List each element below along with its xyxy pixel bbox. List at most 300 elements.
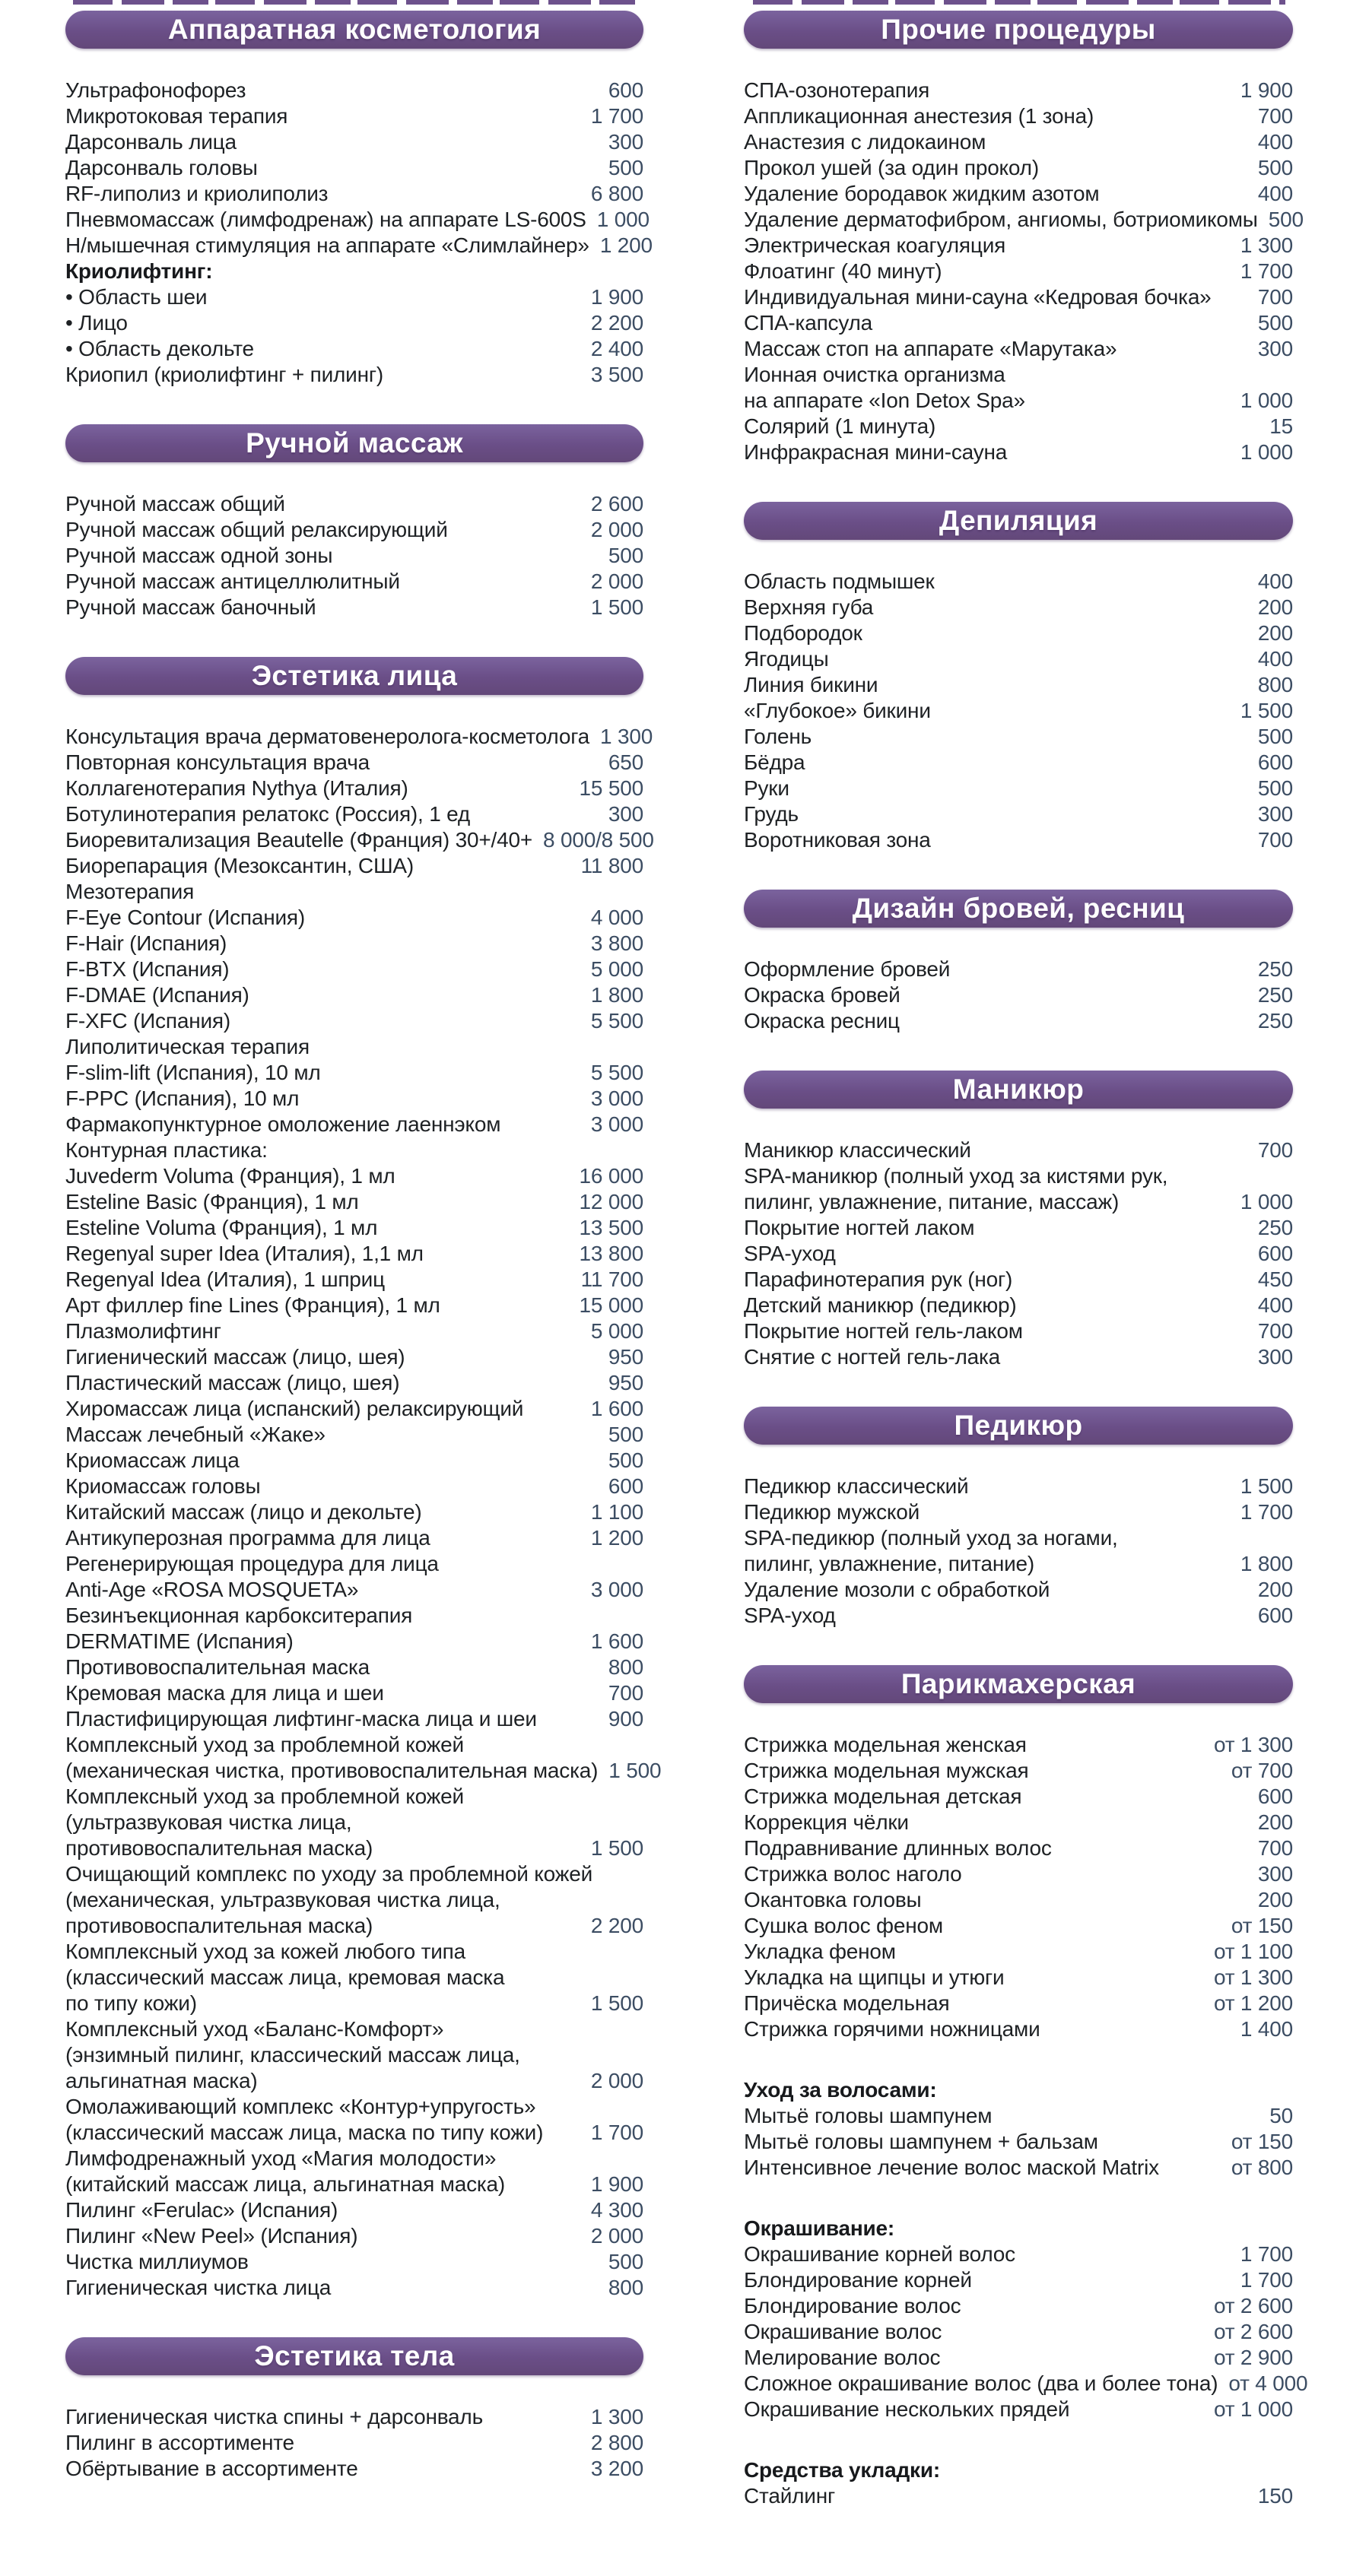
- service-price: 5 000: [590, 957, 643, 981]
- service-name: Подбородок: [744, 621, 862, 645]
- service-price: 600: [1257, 1784, 1293, 1808]
- price-row: [65, 1603, 643, 1629]
- service-name: (классический массаж лица, кремовая маска: [65, 1965, 505, 1989]
- price-row: [744, 646, 1293, 672]
- service-name: Липолитическая терапия: [65, 1035, 310, 1058]
- service-price: 600: [608, 78, 643, 102]
- service-price: 1 600: [590, 1397, 643, 1420]
- price-row: [65, 1008, 643, 1034]
- service-name: Причёска модельная: [744, 1991, 950, 2015]
- service-name: (механическая чистка, противовоспалительная маска): [65, 1759, 599, 1782]
- service-price: 300: [608, 130, 643, 154]
- service-price: 1 000: [1240, 389, 1293, 412]
- service-price: от 1 300: [1213, 1965, 1293, 1989]
- service-name: (китайский массаж лица, альгинатная маска): [65, 2172, 506, 2196]
- service-price: 400: [1257, 182, 1293, 205]
- price-row: [65, 595, 643, 620]
- service-name: Массаж стоп на аппарате «Марутака»: [744, 337, 1117, 360]
- service-price: 300: [1257, 337, 1293, 360]
- service-price: 13 500: [579, 1216, 643, 1239]
- price-row: [744, 155, 1293, 181]
- price-row: [744, 388, 1293, 414]
- service-name: Стрижка модельная мужская: [744, 1759, 1029, 1782]
- service-price: 200: [1257, 595, 1293, 619]
- service-name: Комплексный уход за кожей любого типа: [65, 1940, 465, 1963]
- price-row: [744, 2319, 1293, 2345]
- service-name: F-XFC (Испания): [65, 1009, 230, 1033]
- service-price: от 1 200: [1213, 1991, 1293, 2015]
- price-row: [65, 853, 643, 879]
- price-row: [744, 2103, 1293, 2129]
- service-price: 700: [1257, 1138, 1293, 1162]
- service-name: Дарсонваль лица: [65, 130, 237, 154]
- price-row: [65, 1499, 643, 1525]
- service-name: Аппликационная анестезия (1 зона): [744, 104, 1094, 128]
- price-row: [65, 129, 643, 155]
- price-row: [65, 569, 643, 595]
- price-row: [744, 1137, 1293, 1163]
- section-title: Маникюр: [952, 1074, 1085, 1105]
- price-row: [744, 2016, 1293, 2042]
- service-price: 1 000: [596, 208, 650, 231]
- service-name: Стрижка горячими ножницами: [744, 2017, 1040, 2041]
- service-name: Окраска бровей: [744, 983, 900, 1007]
- price-row: [65, 1267, 643, 1293]
- price-row: [65, 2430, 643, 2456]
- service-price: 1 200: [599, 233, 653, 257]
- service-name: Подравнивание длинных волос: [744, 1836, 1052, 1860]
- service-name: Снятие с ногтей гель-лака: [744, 1345, 1001, 1369]
- section-title: Аппаратная косметология: [167, 14, 542, 45]
- section-title: Прочие процедуры: [881, 14, 1156, 45]
- price-row: [744, 2216, 1293, 2241]
- service-price: 300: [1257, 1345, 1293, 1369]
- service-price: 500: [1268, 208, 1304, 231]
- price-row: [744, 336, 1293, 362]
- price-row: [744, 181, 1293, 207]
- service-price: 1 500: [608, 1759, 662, 1782]
- service-name: Ручной массаж общий: [65, 492, 285, 516]
- service-name: Сложное окрашивание волос (два и более тона): [744, 2371, 1218, 2395]
- price-row: [65, 1629, 643, 1654]
- service-name: Чистка миллиумов: [65, 2250, 249, 2273]
- service-name: Мезотерапия: [65, 880, 195, 903]
- service-name: Anti-Age «ROSA MOSQUETA»: [65, 1578, 359, 1601]
- price-row: [65, 2016, 643, 2042]
- service-name: Коррекция чёлки: [744, 1810, 909, 1834]
- service-price: от 800: [1231, 2156, 1293, 2179]
- price-row: [744, 1499, 1293, 1525]
- service-name: Руки: [744, 776, 789, 800]
- service-price: 15 000: [579, 1293, 643, 1317]
- price-row: [744, 362, 1293, 388]
- service-price: 600: [1257, 750, 1293, 774]
- service-name: Esteline Voluma (Франция), 1 мл: [65, 1216, 378, 1239]
- price-row: [744, 620, 1293, 646]
- price-row: [65, 336, 643, 362]
- price-row: [744, 2077, 1293, 2103]
- service-price: от 1 000: [1213, 2397, 1293, 2421]
- service-name: SPA-маникюр (полный уход за кистями рук,: [744, 1164, 1168, 1188]
- service-name: Индивидуальная мини-сауна «Кедровая бочка»: [744, 285, 1212, 309]
- service-name: Плазмолифтинг: [65, 1319, 221, 1343]
- price-row: [744, 439, 1293, 465]
- price-row: [744, 2345, 1293, 2371]
- price-row: [65, 2172, 643, 2197]
- price-row: [65, 491, 643, 517]
- service-price: 1 800: [590, 983, 643, 1007]
- service-name: Прокол ушей (за один прокол): [744, 156, 1039, 179]
- price-row: [65, 1189, 643, 1215]
- column-left: [65, 0, 662, 2482]
- service-price: 3 200: [590, 2457, 643, 2480]
- price-row: [744, 569, 1293, 595]
- service-name: Мытьё головы шампунем: [744, 2104, 993, 2127]
- service-price: 500: [608, 1423, 643, 1446]
- price-row: [65, 2120, 643, 2146]
- service-name: • Область шеи: [65, 285, 208, 309]
- price-row: [65, 1422, 643, 1448]
- service-price: 500: [1257, 156, 1293, 179]
- price-row: [744, 1318, 1293, 1344]
- price-row: [65, 2223, 643, 2249]
- service-price: 1 700: [1240, 2242, 1293, 2266]
- price-row: [744, 827, 1293, 853]
- service-price: 700: [1257, 828, 1293, 852]
- service-price: от 4 000: [1228, 2371, 1308, 2395]
- price-row: [744, 233, 1293, 259]
- service-price: 300: [608, 802, 643, 826]
- service-name: Парафинотерапия рук (ног): [744, 1267, 1013, 1291]
- service-price: 8 000/8 500: [543, 828, 654, 852]
- price-row: [744, 2267, 1293, 2293]
- price-row: [65, 1344, 643, 1370]
- price-row: [65, 2042, 643, 2068]
- service-name: Комплексный уход «Баланс-Комфорт»: [65, 2017, 444, 2041]
- service-name: Фармакопунктурное омоложение лаеннэком: [65, 1112, 501, 1136]
- service-name: Ультрафонофорез: [65, 78, 246, 102]
- price-row: [65, 2197, 643, 2223]
- service-price: 2 600: [590, 492, 643, 516]
- section-header: [744, 1071, 1293, 1109]
- price-row: [65, 1680, 643, 1706]
- service-price: 150: [1257, 2484, 1293, 2508]
- price-row: [65, 103, 643, 129]
- service-name: Ботулинотерапия релатокс (Россия), 1 ед: [65, 802, 471, 826]
- price-row: [744, 672, 1293, 698]
- service-price: 1 800: [1240, 1552, 1293, 1575]
- section-header: [744, 11, 1293, 49]
- service-price: 12 000: [579, 1190, 643, 1213]
- section-header: [744, 1407, 1293, 1445]
- price-row: [744, 1344, 1293, 1370]
- service-name: Мелирование волос: [744, 2346, 941, 2369]
- price-row: [65, 1448, 643, 1474]
- service-price: 4 000: [590, 906, 643, 929]
- service-price: 1 500: [1240, 1474, 1293, 1498]
- price-row: [65, 2404, 643, 2430]
- price-row: [65, 78, 643, 103]
- price-row: [65, 1577, 643, 1603]
- service-price: 500: [608, 544, 643, 567]
- service-name: Повторная консультация врача: [65, 750, 370, 774]
- price-row: [744, 2155, 1293, 2181]
- service-price: 450: [1257, 1267, 1293, 1291]
- service-name: Анастезия с лидокаином: [744, 130, 986, 154]
- service-price: 1 500: [590, 595, 643, 619]
- price-row: [65, 1887, 643, 1913]
- service-price: 200: [1257, 621, 1293, 645]
- service-price: 1 100: [590, 1500, 643, 1524]
- service-name: DERMATIME (Испания): [65, 1629, 294, 1653]
- column-right: [744, 0, 1308, 2509]
- price-row: [65, 801, 643, 827]
- service-name: Регенерирующая процедура для лица: [65, 1552, 439, 1575]
- service-name: Удаление бородавок жидким азотом: [744, 182, 1100, 205]
- price-row: [744, 2241, 1293, 2267]
- service-price: 1 500: [590, 1836, 643, 1860]
- service-price: 1 200: [590, 1526, 643, 1550]
- service-price: 1 500: [1240, 699, 1293, 722]
- service-price: 3 500: [590, 363, 643, 386]
- price-row: [65, 2094, 643, 2120]
- price-row: [744, 1241, 1293, 1267]
- price-row: [65, 362, 643, 388]
- service-price: от 2 600: [1213, 2294, 1293, 2317]
- price-row: [65, 517, 643, 543]
- service-name: СПА-озонотерапия: [744, 78, 930, 102]
- price-row: [65, 931, 643, 956]
- price-row: [744, 776, 1293, 801]
- price-row: [744, 1603, 1293, 1629]
- service-price: 950: [608, 1371, 643, 1394]
- price-row: [744, 2129, 1293, 2155]
- service-name: Воротниковая зона: [744, 828, 931, 852]
- service-name: пилинг, увлажнение, питание): [744, 1552, 1035, 1575]
- service-price: 700: [1257, 285, 1293, 309]
- price-row: [744, 1861, 1293, 1887]
- price-row: [65, 1810, 643, 1835]
- service-name: Гигиеническая чистка лица: [65, 2276, 332, 2299]
- service-name: Инфракрасная мини-сауна: [744, 440, 1008, 464]
- price-row: [744, 724, 1293, 750]
- service-price: 1 500: [590, 1991, 643, 2015]
- service-price: 300: [1257, 802, 1293, 826]
- service-name: Пилинг «New Peel» (Испания): [65, 2224, 358, 2248]
- service-price: 5 000: [590, 1319, 643, 1343]
- section-header: [65, 424, 643, 462]
- price-row: [744, 1008, 1293, 1034]
- service-name: Интенсивное лечение волос маской Matrix: [744, 2156, 1159, 2179]
- service-price: 1 900: [590, 285, 643, 309]
- service-name: Верхняя губа: [744, 595, 874, 619]
- service-price: 700: [608, 1681, 643, 1705]
- service-name: Безинъекционная карбокситерапия: [65, 1604, 413, 1627]
- service-price: 2 200: [590, 311, 643, 335]
- service-price: 700: [1257, 1836, 1293, 1860]
- service-name: Окантовка головы: [744, 1888, 922, 1911]
- price-row: [65, 2456, 643, 2482]
- price-row: [65, 1474, 643, 1499]
- price-row: [744, 1732, 1293, 1758]
- service-name: Лимфодренажный уход «Магия молодости»: [65, 2146, 497, 2170]
- service-price: 1 300: [600, 725, 653, 748]
- service-price: от 1 300: [1213, 1733, 1293, 1756]
- price-row: [744, 310, 1293, 336]
- service-price: 400: [1257, 569, 1293, 593]
- service-name: Пилинг в ассортименте: [65, 2431, 294, 2454]
- service-name: Массаж лечебный «Жаке»: [65, 1423, 326, 1446]
- service-price: 1 700: [1240, 1500, 1293, 1524]
- price-row: [744, 956, 1293, 982]
- price-row: [65, 1215, 643, 1241]
- service-name: F-slim-lift (Испания), 10 мл: [65, 1061, 321, 1084]
- service-price: 2 800: [590, 2431, 643, 2454]
- price-row: [65, 2146, 643, 2172]
- service-name: Противовоспалительная маска: [65, 1655, 370, 1679]
- price-row: [65, 1525, 643, 1551]
- service-name: SPA-уход: [744, 1604, 836, 1627]
- service-name: Regenyal super Idea (Италия), 1,1 мл: [65, 1242, 424, 1265]
- price-row: [65, 1991, 643, 2016]
- service-name: Педикюр классический: [744, 1474, 969, 1498]
- price-row: [65, 1939, 643, 1965]
- service-name: Контурная пластика:: [65, 1138, 268, 1162]
- service-name: Ягодицы: [744, 647, 829, 671]
- service-name: Укладка на щипцы и утюги: [744, 1965, 1005, 1989]
- service-name: Мытьё головы шампунем + бальзам: [744, 2130, 1098, 2153]
- price-row: [65, 155, 643, 181]
- service-name: Regenyal Idea (Италия), 1 шприц: [65, 1267, 385, 1291]
- price-row: [65, 1293, 643, 1318]
- service-name: Криомассаж лица: [65, 1448, 240, 1472]
- service-name: Окрашивание:: [744, 2216, 895, 2240]
- service-price: 800: [608, 1655, 643, 1679]
- price-row: [65, 776, 643, 801]
- price-row: [65, 233, 653, 259]
- section-header: [744, 502, 1293, 540]
- service-price: 1 300: [590, 2405, 643, 2428]
- service-price: 400: [1257, 1293, 1293, 1317]
- service-name: Н/мышечная стимуляция на аппарате «Слимлайнер»: [65, 233, 589, 257]
- price-row: [744, 207, 1304, 233]
- service-price: 500: [1257, 725, 1293, 748]
- price-row: [744, 2397, 1293, 2422]
- service-name: RF-липолиз и криолиполиз: [65, 182, 329, 205]
- price-row: [65, 1706, 643, 1732]
- service-name: F-BTX (Испания): [65, 957, 230, 981]
- service-price: 600: [1257, 1242, 1293, 1265]
- service-name: «Глубокое» бикини: [744, 699, 931, 722]
- service-name: на аппарате «Ion Detox Spa»: [744, 389, 1025, 412]
- service-price: 6 800: [590, 182, 643, 205]
- service-name: (ультразвуковая чистка лица,: [65, 1810, 352, 1834]
- price-row: [65, 1034, 643, 1060]
- service-name: F-Eye Contour (Испания): [65, 906, 306, 929]
- service-name: Esteline Basic (Франция), 1 мл: [65, 1190, 359, 1213]
- service-name: Консультация врача дерматовенеролога-косметолога: [65, 725, 589, 748]
- price-row: [744, 1913, 1293, 1939]
- service-price: 250: [1257, 1216, 1293, 1239]
- section-title: Депиляция: [939, 505, 1098, 536]
- service-price: 11 800: [580, 854, 643, 877]
- service-name: Очищающий комплекс по уходу за проблемной кожей: [65, 1862, 593, 1886]
- service-price: 800: [608, 2276, 643, 2299]
- service-price: 3 000: [590, 1112, 643, 1136]
- price-row: [744, 129, 1293, 155]
- price-row: [65, 905, 643, 931]
- service-name: Дарсонваль головы: [65, 156, 258, 179]
- service-name: Пластифицирующая лифтинг-маска лица и шеи: [65, 1707, 537, 1731]
- service-name: Комплексный уход за проблемной кожей: [65, 1784, 464, 1808]
- service-name: Арт филлер fine Lines (Франция), 1 мл: [65, 1293, 440, 1317]
- service-price: 500: [1257, 311, 1293, 335]
- service-price: 5 500: [590, 1009, 643, 1033]
- price-row: [744, 1189, 1293, 1215]
- service-name: Солярий (1 минута): [744, 414, 936, 438]
- service-name: Стрижка волос наголо: [744, 1862, 962, 1886]
- price-row: [744, 1810, 1293, 1835]
- service-name: SPA-уход: [744, 1242, 836, 1265]
- service-name: СПА-капсула: [744, 311, 873, 335]
- service-price: 1 700: [590, 104, 643, 128]
- service-price: 15 500: [579, 776, 643, 800]
- price-row: [744, 1965, 1293, 1991]
- service-name: пилинг, увлажнение, питание, массаж): [744, 1190, 1120, 1213]
- service-name: Блондирование корней: [744, 2268, 972, 2292]
- price-row: [65, 827, 654, 853]
- price-row: [65, 310, 643, 336]
- service-name: Гигиенический массаж (лицо, шея): [65, 1345, 405, 1369]
- price-row: [65, 1060, 643, 1086]
- price-row: [744, 1474, 1293, 1499]
- price-row: [744, 414, 1293, 439]
- price-row: [744, 259, 1293, 284]
- service-price: 400: [1257, 647, 1293, 671]
- service-price: 2 000: [590, 2069, 643, 2092]
- service-name: Juvederm Voluma (Франция), 1 мл: [65, 1164, 395, 1188]
- service-price: 700: [1257, 1319, 1293, 1343]
- service-name: F-Hair (Испания): [65, 931, 227, 955]
- service-price: 600: [1257, 1604, 1293, 1627]
- price-row: [65, 1137, 643, 1163]
- section-title: Парикмахерская: [900, 1668, 1136, 1699]
- service-name: Биорепарация (Мезоксантин, США): [65, 854, 415, 877]
- service-name: Укладка феном: [744, 1940, 896, 1963]
- service-price: 4 300: [590, 2198, 643, 2222]
- service-name: Флоатинг (40 минут): [744, 259, 942, 283]
- service-price: 500: [608, 156, 643, 179]
- service-name: Уход за волосами:: [744, 2078, 937, 2102]
- service-name: Стрижка модельная женская: [744, 1733, 1027, 1756]
- service-name: Линия бикини: [744, 673, 878, 696]
- section-header: [744, 1665, 1293, 1703]
- service-price: 1 900: [590, 2172, 643, 2196]
- service-name: Область подмышек: [744, 569, 935, 593]
- price-row: [744, 982, 1293, 1008]
- service-name: Маникюр классический: [744, 1138, 971, 1162]
- service-name: Стрижка модельная детская: [744, 1784, 1022, 1808]
- price-row: [65, 207, 650, 233]
- price-row: [65, 1370, 643, 1396]
- service-name: Хиромассаж лица (испанский) релаксирующий: [65, 1397, 524, 1420]
- price-row: [65, 181, 643, 207]
- service-name: (энзимный пилинг, классический массаж лица,: [65, 2043, 520, 2067]
- service-price: 200: [1257, 1888, 1293, 1911]
- price-row: [744, 1577, 1293, 1603]
- service-name: Блондирование волос: [744, 2294, 961, 2317]
- service-price: 11 700: [580, 1267, 643, 1291]
